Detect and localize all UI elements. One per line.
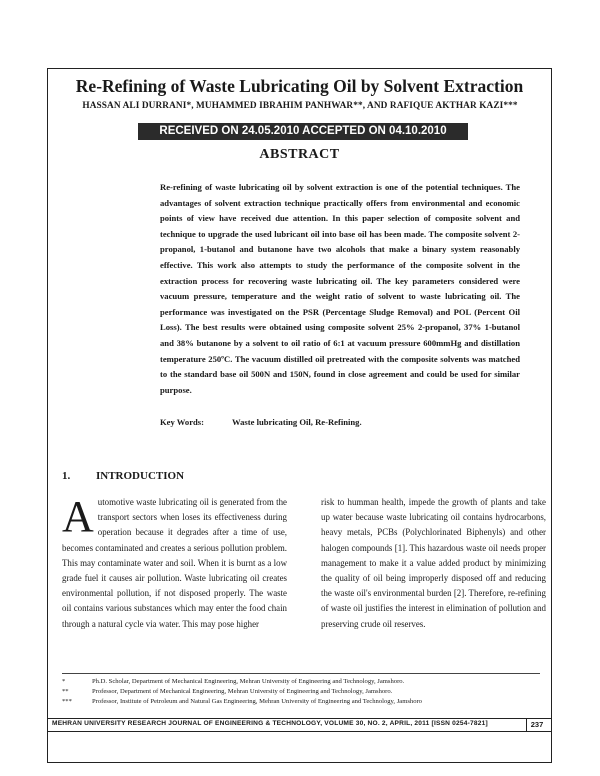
- page-number: 237: [526, 718, 547, 732]
- section-title: INTRODUCTION: [96, 470, 185, 482]
- footnote-text: Professor, Institute of Petroleum and Natural Gas Engineering, Mehran University of Engineering and Technology, Jamshoro: [92, 698, 422, 705]
- introduction-left-text: utomotive waste lubricating oil is generated from the transport sectors when loses its effectiveness during operation because it degrades after a time of use, becomes contaminated and creates a serious pollution problem. This may contaminate water and soil. When it is burnt as a low grade fuel it causes air pollution. Waste lubricating oil creates environmental pollution, if not disposed properly. The waste oil contains various substances which may enter the food chain through a natural cycle via water. This may pose higher: [62, 497, 287, 629]
- drop-cap: A: [62, 492, 94, 541]
- page-border: [47, 68, 552, 763]
- abstract-heading: ABSTRACT: [259, 147, 340, 162]
- received-dates-banner: RECEIVED ON 24.05.2010 ACCEPTED ON 04.10.2010: [138, 123, 468, 140]
- keywords-label: Key Words:: [160, 417, 205, 427]
- footnote-mark: *: [62, 678, 66, 685]
- paper-title: Re-Refining of Waste Lubricating Oil by Solvent Extraction: [75, 76, 524, 96]
- footnotes: [62, 677, 542, 707]
- footnote: [62, 677, 542, 687]
- section-number: 1.: [62, 470, 71, 482]
- footnote-text: Professor, Department of Mechanical Engineering, Mehran University of Engineering and Technology, Jamshoro.: [92, 688, 393, 695]
- footnote: [62, 687, 542, 697]
- footnote-mark: ***: [62, 698, 72, 705]
- footnote-mark: **: [62, 688, 69, 695]
- footnote-divider: [62, 673, 540, 674]
- footnote: [62, 697, 542, 707]
- journal-citation: MEHRAN UNIVERSITY RESEARCH JOURNAL OF ENGINEERING & TECHNOLOGY, VOLUME 30, NO. 2, APRIL, 2011 [ISSN 0254-7821]: [52, 720, 488, 727]
- keywords-value: Waste lubricating Oil, Re-Refining.: [232, 417, 362, 427]
- section-heading-introduction: [62, 470, 184, 482]
- keywords: [160, 417, 520, 427]
- abstract-text: Re-refining of waste lubricating oil by solvent extraction is one of the potential techniques. The advantages of solvent extraction technique practically offers from environmental and economic points of view have received due attention. In this paper selection of composite solvent and technique to upgrade the used lubricant oil into base oil has been made. The composite solvent 2-propanol, 1-butanol and butanone have two alcohols that make a binary system reasonably effective. This work also attempts to study the performance of the composite solvent in the extraction process for recovering waste lubricating oil. The key parameters considered were vacuum pressure, temperature and the weight ratio of solvent to waste lubricating oil. The performance was investigated on the PSR (Percentage Sludge Removal) and POL (Percent Oil Loss). The best results were obtained using composite solvent 25% 2-propanol, 37% 1-butanol and 38% butanone by a solvent to oil ratio of 6:1 at vacuum pressure 600mmHg and distillation temperature 250ºC. The vacuum distilled oil pretreated with the composite solvents was matched to the standard base oil 500N and 150N, found in close agreement and could be used for similar purpose.: [160, 182, 520, 395]
- footnote-text: Ph.D. Scholar, Department of Mechanical Engineering, Mehran University of Engineering and Technology, Jamshoro.: [92, 678, 405, 685]
- introduction-column-left: [62, 492, 287, 632]
- author-list: HASSAN ALI DURRANI*, MUHAMMED IBRAHIM PANHWAR**, AND RAFIQUE AKTHAR KAZI***: [82, 101, 518, 111]
- introduction-column-right: risk to humman health, impede the growth of plants and take up water because waste lubricating oil contains hydrocarbons, heavy metals, PCBs (Polychlorinated Biphenyls) and other halogen compounds [1]. This hazardous waste oil needs proper management to make it a value added product by minimizing the quality of oil being improperly disposed off and reducing the waste oil's environmental burden [2]. Therefore, re-refining of waste oil justifies the interest in elimination of pollution and preserving crude oil reserves.: [321, 497, 546, 629]
